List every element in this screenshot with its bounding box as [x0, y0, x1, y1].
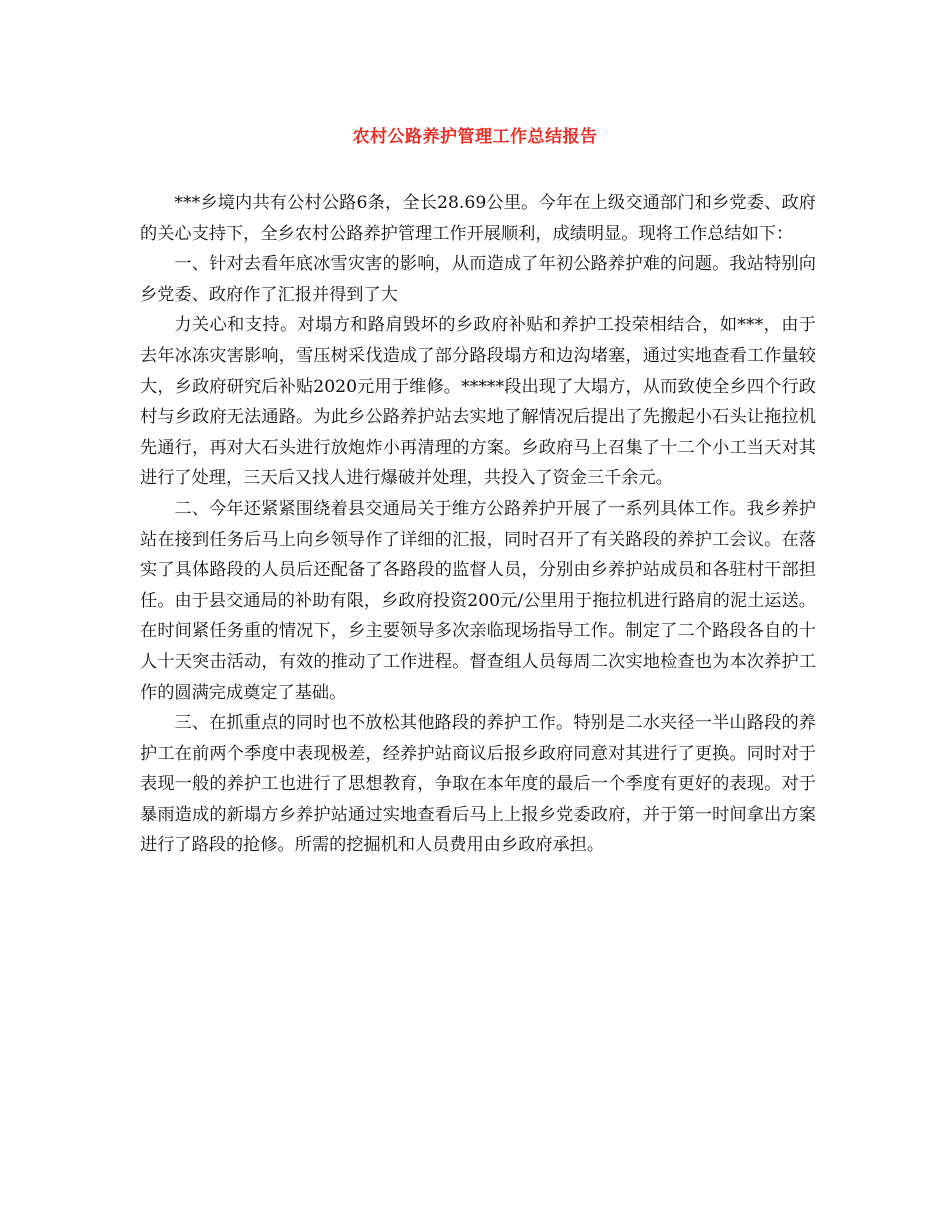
document-title: 农村公路养护管理工作总结报告 — [352, 127, 598, 147]
paragraph-section-one-continued: 力关心和支持。对塌方和路肩毁坏的乡政府补贴和养护工投荣相结合，如***，由于去年冰冻灾害影响，雪压树采伐造成了部分路段塌方和边沟堵塞，通过实地查看工作量较大，乡政府研究后补贴2020元用于维修。*****段出现了大塌方，从而致使全乡四个行政村与乡政府无法通路。为此乡公路养护站去实地了解情况后提出了先搬起小石头让拖拉机先通行，再对大石头进行放炮炸小再清理的方案。乡政府马上召集了十二个小工当天对其进行了处理，三天后又找人进行爆破并处理，共投入了资金三千余元。 — [140, 315, 816, 489]
document-body — [140, 188, 816, 861]
paragraph-section-two: 二、今年还紧紧围绕着县交通局关于维方公路养护开展了一系列具体工作。我乡养护站在接到任务后马上向乡领导作了详细的汇报，同时召开了有关路段的养护工会议。在落实了具体路段的人员后还配备了各路段的监督人员，分别由乡养护站成员和各驻村干部担任。由于县交通局的补助有限，乡政府投资200元/公里用于拖拉机进行路肩的泥土运送。在时间紧任务重的情况下，乡主要领导多次亲临现场指导工作。制定了二个路段各自的十人十天突击活动，有效的推动了工作进程。督查组人员每周二次实地检查也为本次养护工作的圆满完成奠定了基础。 — [140, 498, 816, 703]
paragraph-section-three: 三、在抓重点的同时也不放松其他路段的养护工作。特别是二水夹径一半山路段的养护工在前两个季度中表现极差，经养护站商议后报乡政府同意对其进行了更换。同时对于表现一般的养护工也进行了思想教育，争取在本年度的最后一个季度有更好的表现。对于暴雨造成的新塌方乡养护站通过实地查看后马上上报乡党委政府，并于第一时间拿出方案进行了路段的抢修。所需的挖掘机和人员费用由乡政府承担。 — [140, 713, 816, 856]
paragraph-intro: ***乡境内共有公村公路6条，全长28.69公里。今年在上级交通部门和乡党委、政府的关心支持下，全乡农村公路养护管理工作开展顺利，成绩明显。现将工作总结如下： — [140, 193, 816, 244]
paragraph-section-one: 一、针对去看年底冰雪灾害的影响，从而造成了年初公路养护难的问题。我站特别向乡党委、政府作了汇报并得到了大 — [140, 254, 816, 305]
